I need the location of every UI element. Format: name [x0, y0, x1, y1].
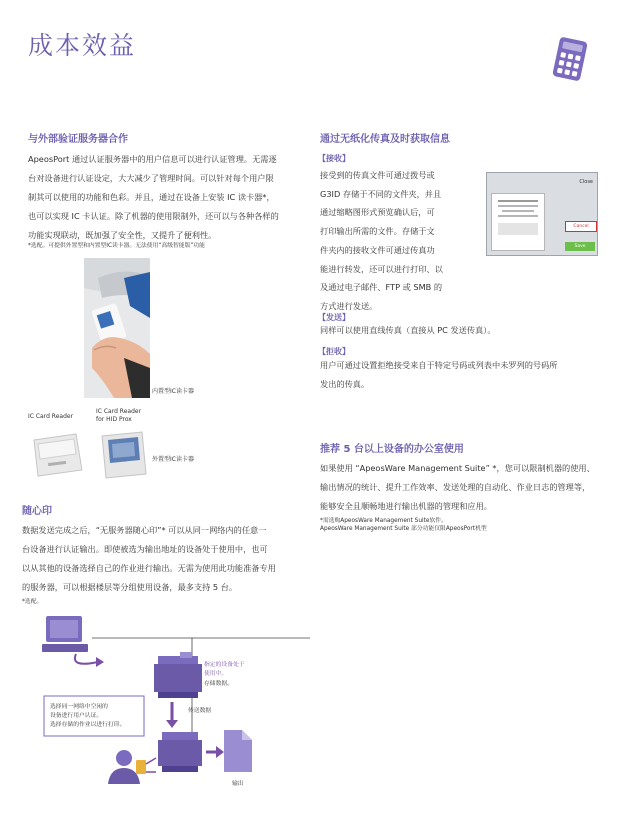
diagram-stored-label: 存储数据。	[204, 681, 233, 687]
diagram-line: 设备进行用户认证。	[50, 713, 103, 719]
paragraph-line: 接受到的传真文件可通过拨号或	[320, 170, 435, 180]
fax-preview-screen	[486, 172, 598, 256]
section-heading-office-5plus: 推荐 5 台以上设备的办公室使用	[320, 444, 464, 455]
paragraph-line: 输出情况的统计、提升工作效率、发送处理的自动化、作业日志的管理等，	[320, 482, 591, 492]
reject-paragraph	[320, 356, 610, 394]
paragraph-line: G3ID 存储于不同的文件夹，并且	[320, 188, 442, 199]
diagram-device-busy	[204, 661, 245, 679]
paragraph-line: 通过缩略图形式预览确认后，可	[320, 207, 435, 218]
reader2-label	[96, 408, 141, 424]
paragraph-line: 也可以实现 IC 卡认证。除了机器的使用限制外，还可以与各种各样的	[28, 211, 279, 221]
page-title: 成本效益	[28, 31, 137, 60]
diagram-line: 指定的设备处于	[204, 662, 245, 668]
paragraph-line: 能够安全且顺畅地进行输出机器的管理和应用。	[320, 501, 492, 511]
calculator-icon	[549, 36, 591, 82]
paragraph-line: 功能实现联动，既加强了安全性，又提升了便利性。	[28, 230, 217, 240]
section-heading-follow-print: 随心印	[22, 506, 52, 517]
footnote-line: *需选购ApeosWare Management Suite软件。	[320, 518, 447, 524]
paragraph-line: 的服务器，可以根据楼层等分组使用设备，最多支持 5 台。	[22, 582, 238, 592]
save-button[interactable]: Save	[565, 242, 595, 251]
paragraph-line: 台对设备进行认证设定，大大减少了管理时间。可以针对每个用户限	[28, 173, 274, 183]
paragraph-line: 及通过电子邮件、FTP 或 SMB 的	[320, 282, 443, 293]
office-paragraph	[320, 459, 610, 516]
ic-card-photo	[84, 258, 150, 398]
tag-reject: 【拒收】	[318, 347, 350, 356]
footnote: *选配。	[22, 599, 43, 605]
close-button[interactable]: Close	[579, 179, 593, 185]
fax-thumbnail	[491, 193, 545, 251]
diagram-line: 选择同一网络中空闲的	[50, 704, 108, 710]
hid-prox-reader-image	[98, 426, 150, 482]
receive-paragraph	[320, 166, 480, 316]
follow-print-paragraph	[22, 521, 312, 597]
paragraph-line: 用户可通过设置拒绝接受来自于特定号码或列表中未罗列的号码所	[320, 360, 558, 370]
builtin-reader-caption: 内置型IC读卡器	[152, 388, 194, 395]
paragraph-line: 台设备进行认证输出。即使被选为输出地址的设备处于使用中，也可	[22, 544, 268, 554]
footnote: *选配。可提供外置型和内置型IC读卡器。无法使用“高级智能版”功能	[28, 243, 205, 249]
send-line: 同样可以使用直线传真（直接从 PC 发送传真）。	[320, 325, 496, 335]
paragraph-line: 件夹内的接收文件可通过传真功	[320, 244, 435, 255]
paragraph-line: 数据发送完成之后，“无服务器随心印”* 可以从同一网络内的任意一	[22, 525, 267, 535]
footnote	[320, 517, 487, 533]
paragraph-line: 以从其他的设备选择自己的作业进行输出。无需为使用此功能准备专用	[22, 563, 276, 573]
paragraph-line: 能进行转发，还可以进行打印、以	[320, 263, 443, 274]
tag-send: 【发送】	[318, 313, 350, 322]
diagram-line: 使用中。	[204, 671, 228, 677]
section-heading-external-auth: 与外部验证服务器合作	[28, 134, 128, 145]
paragraph-line: ApeosPort 通过认证服务器中的用户信息可以进行认证管理。无需逐	[28, 154, 277, 164]
reader1-label: IC Card Reader	[28, 413, 74, 420]
external-auth-paragraph	[28, 150, 310, 245]
paragraph-line: 如果使用 “ApeosWare Management Suite” *，您可以限制机器的使用、	[320, 463, 595, 473]
reader2-label-line: for HID Prox	[96, 416, 132, 423]
cancel-button[interactable]: Cancel	[565, 221, 597, 232]
tag-receive: 【接收】	[318, 154, 350, 163]
paragraph-line: 打印输出所需的文件。存储于文	[320, 226, 435, 237]
external-reader-caption: 外置型IC读卡器	[152, 456, 194, 463]
section-heading-paperless-fax: 通过无纸化传真及时获取信息	[320, 134, 450, 145]
ic-card-reader-image	[30, 426, 84, 480]
diagram-line: 选择存储的作业以进行打印。	[50, 722, 126, 728]
paragraph-line: 发出的传真。	[320, 379, 370, 389]
paragraph-line: 制其可以使用的功能和色彩。并且，通过在设备上安装 IC 读卡器*，	[28, 192, 275, 202]
diagram-transfer-label: 传送数据	[188, 708, 212, 714]
footnote-line: ApeosWare Management Suite 部分功能仅限ApeosPort机型	[320, 526, 487, 532]
reader2-label-line: IC Card Reader	[96, 408, 142, 415]
paragraph-line: 方式进行发送。	[320, 300, 378, 311]
diagram-output-label: 输出	[232, 781, 244, 787]
diagram-user-box-text	[50, 703, 125, 730]
